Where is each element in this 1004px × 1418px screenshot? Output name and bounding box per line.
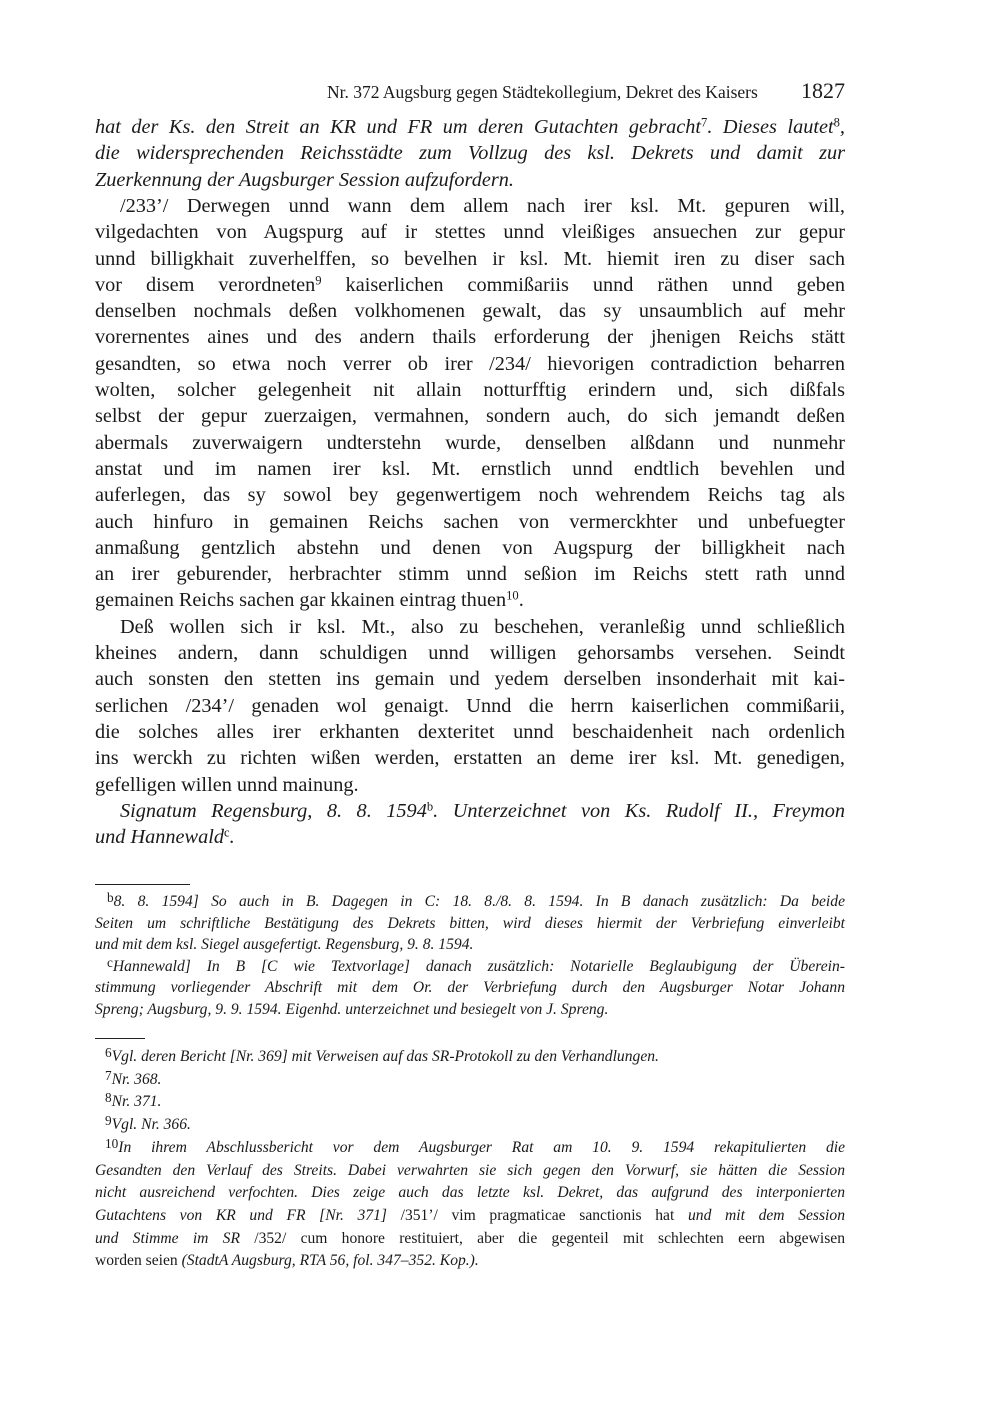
footnotes-line (95, 1250, 845, 1272)
text-segment: und Stimme im SR (95, 1229, 255, 1247)
footnotes-line: 9Vgl. Nr. 366. (105, 1113, 191, 1134)
text-segment: Gesandten den Verlauf des Streits. Dabei verwahrten sie sich gegen den Vorwurf, sie hätten die Session (95, 1161, 845, 1179)
footnotes-line (95, 1160, 845, 1182)
text-segment: nicht ausreichend verfochten. Dies zeige auch das letzte ksl. Dekret, das aufgrund des interponierten (95, 1184, 845, 1202)
text-segment: die solches alles irer erkhanten dexteritet unnd beschaidenheit nach ordenlich (95, 720, 845, 743)
main-line (95, 719, 845, 745)
main-line (95, 745, 845, 771)
footnotes-line: 8Nr. 371. (105, 1090, 162, 1111)
text-segment: kaiserlichen commißariis unnd räthen unnd geben (321, 273, 845, 296)
note-reference[interactable]: 7 (701, 115, 708, 130)
footnotes-line (95, 1182, 845, 1204)
running-title: Nr. 372 Augsburg gegen Städtekollegium, Dekret des Kaisers (327, 82, 758, 102)
text-segment: ins werckh zu richten wißen werden, erstatten an deme irer ksl. Mt. genedigen, (95, 747, 845, 770)
main-line (95, 219, 845, 245)
textual_notes-line (95, 934, 845, 956)
text-segment: /351’/ vim pragmaticae sanctionis hat (400, 1206, 688, 1224)
textual_notes-line (95, 913, 845, 935)
textual_notes-line: b8. 8. 1594] So auch in B. Dagegen in C: 18. 8./8. 8. 1594. In B danach zusätzlich: Da beide (107, 890, 845, 910)
text-segment: anstat und im namen irer ksl. Mt. ernstlich unnd endtlich bevehlen und (95, 457, 845, 480)
page-number: 1827 (801, 78, 845, 103)
note-reference[interactable]: 10 (506, 589, 519, 604)
main-line (95, 824, 845, 850)
main-line (95, 246, 845, 272)
text-segment: hat der Ks. den Streit an KR und FR um deren Gutachten gebracht (95, 116, 702, 138)
main-line (95, 482, 845, 508)
textual-notes-rule (95, 884, 190, 885)
main-line (120, 798, 845, 824)
text-segment: gefelligen willen unnd mainung. (95, 773, 359, 796)
footnotes-line: 7Nr. 368. (105, 1067, 162, 1088)
text-segment: In ihrem Abschlussbericht vor dem Augsburger Rat am 10. 9. 1594 rekapitulierten die (118, 1138, 845, 1156)
main-line (95, 403, 845, 429)
text-segment: (StadtA Augsburg, RTA 56, fol. 347–352. Kop.). (181, 1252, 479, 1270)
main-line (95, 535, 845, 561)
text-segment: unnd billigkhait zuverhelffen, so bevelhen ir ksl. Mt. hiemit iren zu diser sach (95, 247, 845, 270)
footnotes-line: 10In ihrem Abschlussbericht vor dem Augsburger Rat am 10. 9. 1594 rekapitulierten die (105, 1135, 845, 1156)
text-segment: stimmung vorliegender Abschrift mit dem Or. der Verbriefung durch den Augsburger Notar Johann (95, 979, 845, 997)
footnotes-line: 6Vgl. deren Bericht [Nr. 369] mit Verweisen auf das SR-Protokoll zu den Verhandlungen. (105, 1045, 659, 1065)
main-line (95, 377, 845, 403)
text-segment: Spreng; Augsburg, 9. 9. 1594. Eigenhd. unterzeichnet und besiegelt von J. Spreng. (95, 1001, 609, 1018)
main-line (95, 693, 845, 719)
text-segment: wolten, solcher gelegenheit nit allain notturfftig erindern und, sich dißfals (95, 379, 845, 401)
text-segment: Signatum Regensburg, 8. 8. 1594 (120, 799, 427, 822)
text-segment: 8. 8. 1594] So auch in B. Dagegen in C: 18. 8./8. 8. 1594. In B danach zusätzlich: Da beide (113, 893, 845, 910)
textual_notes-line: cHannewald] In B [C wie Textvorlage] danach zusätzlich: Notarielle Beglaubigung der Überein- (107, 954, 845, 975)
footnotes-line (95, 1228, 845, 1250)
text-segment: vilgedachten von Augspurg auf ir stettes unnd vleißiges ansuechen zur gepur (95, 221, 845, 244)
footnotes-rule (95, 1038, 145, 1039)
main-line (95, 351, 845, 377)
main-line (95, 772, 845, 798)
text-segment: Gutachtens von KR und FR [Nr. 371] (95, 1206, 401, 1224)
text-segment: gesandten, so etwa noch verrer ob irer /234/ hievorigen contradiction beharren (95, 352, 845, 375)
main-line (120, 193, 845, 219)
main-line (95, 561, 845, 587)
main-line (95, 324, 845, 350)
text-segment: die widersprechenden Reichsstädte zum Vollzug des ksl. Dekrets und damit zur (95, 142, 845, 165)
text-segment: selbst der gepur zuerzaigen, vermahnen, sondern auch, do sich jemandt deßen (95, 405, 845, 428)
text-segment: Hannewald] In B [C wie Textvorlage] danach zusätzlich: Notarielle Beglaubigung der Überein- (112, 957, 845, 975)
text-segment: und Hannewald (95, 826, 225, 849)
text-segment: /233’/ Derwegen unnd wann dem allem nach irer ksl. Mt. gepuren will, (120, 194, 845, 217)
text-segment: denselben nochmals deßen volkhomenen gewalt, das sy unsaumblich auf mehr (95, 300, 845, 323)
text-segment: Nr. 368. (111, 1070, 162, 1088)
main-line (95, 640, 845, 666)
main-line (95, 666, 845, 692)
text-segment: gemainen Reichs sachen gar kkainen eintrag thuen (95, 589, 507, 612)
main-line (95, 114, 845, 140)
main-line (95, 272, 845, 298)
main-line (95, 430, 845, 456)
footnotes-line (95, 1205, 845, 1227)
text-segment: auch sonsten den stetten ins gemain und yedem derselben insonderhait mit kai- (95, 668, 845, 691)
note-reference[interactable]: 8 (833, 115, 840, 130)
text-segment: , (839, 116, 845, 138)
text-segment: Vgl. Nr. 366. (111, 1116, 191, 1134)
text-segment: auch hinfuro in gemainen Reichs sachen von vermerckhter und unbefuegter (95, 510, 845, 533)
main-line (95, 140, 845, 166)
textual_notes-line (95, 977, 845, 999)
textual_notes-line (95, 999, 845, 1021)
text-segment: und mit dem ksl. Siegel ausgefertigt. Regensburg, 9. 8. 1594. (95, 936, 474, 954)
text-segment: vorernentes aines und des andern thails erforderung der jhenigen Reichs stätt (95, 326, 845, 349)
text-segment: vor disem verordneten (95, 273, 316, 296)
text-segment: kheines andern, dann schuldigen unnd willigen gehorsambs versehen. Seindt (95, 642, 845, 664)
main-line (120, 614, 845, 640)
text-segment: anmaßung gentzlich abstehn und denen von Augspurg der billigkheit nach (95, 536, 845, 559)
text-segment: und mit dem Session (687, 1206, 845, 1224)
main-line (95, 167, 845, 193)
text-segment: . (518, 589, 524, 612)
main-line (95, 587, 845, 613)
main-line (95, 509, 845, 535)
text-segment: . Dieses lautet (707, 116, 834, 138)
text-segment: . (229, 826, 235, 849)
text-segment: Nr. 371. (111, 1093, 162, 1111)
text-segment: worden seien (95, 1252, 182, 1270)
text-segment: Zuerkennung der Augsburger Session aufzufordern. (95, 168, 514, 191)
running-head (95, 80, 845, 108)
text-segment: Deß wollen sich ir ksl. Mt., also zu beschehen, veranleßig unnd schließlich (120, 615, 845, 638)
text-segment: abermals zuverwaigern undterstehn wurde, denselben alßdann und nunmehr (95, 431, 845, 454)
note-reference[interactable]: b (426, 799, 434, 814)
note-reference[interactable]: c (224, 825, 230, 840)
text-segment: Vgl. deren Bericht [Nr. 369] mit Verweisen auf das SR-Protokoll zu den Verhandlungen. (111, 1048, 659, 1065)
text-segment: serlichen /234’/ genaden wol genaigt. Unnd die herrn kaiserlichen commißarii, (95, 694, 845, 717)
main-line (95, 298, 845, 324)
text-segment: auferlegen, das sy sowol bey gegenwertigem noch wehrendem Reichs tag als (95, 484, 845, 507)
note-reference[interactable]: 9 (315, 273, 322, 288)
main-line (95, 456, 845, 482)
text-segment: . Unterzeichnet von Ks. Rudolf II., Freymon (433, 799, 845, 822)
text-segment: Seiten um schriftliche Bestätigung des Dekrets bitten, wird dieses hiermit der Verbriefung einverleibt (95, 914, 845, 932)
text-segment: an irer geburender, herbrachter stimm unnd seßion im Reichs stett rath unnd (95, 563, 845, 586)
text-segment: /352/ cum honore restituiert, aber die gegenteil mit schlechten eern abgewisen (254, 1229, 845, 1247)
